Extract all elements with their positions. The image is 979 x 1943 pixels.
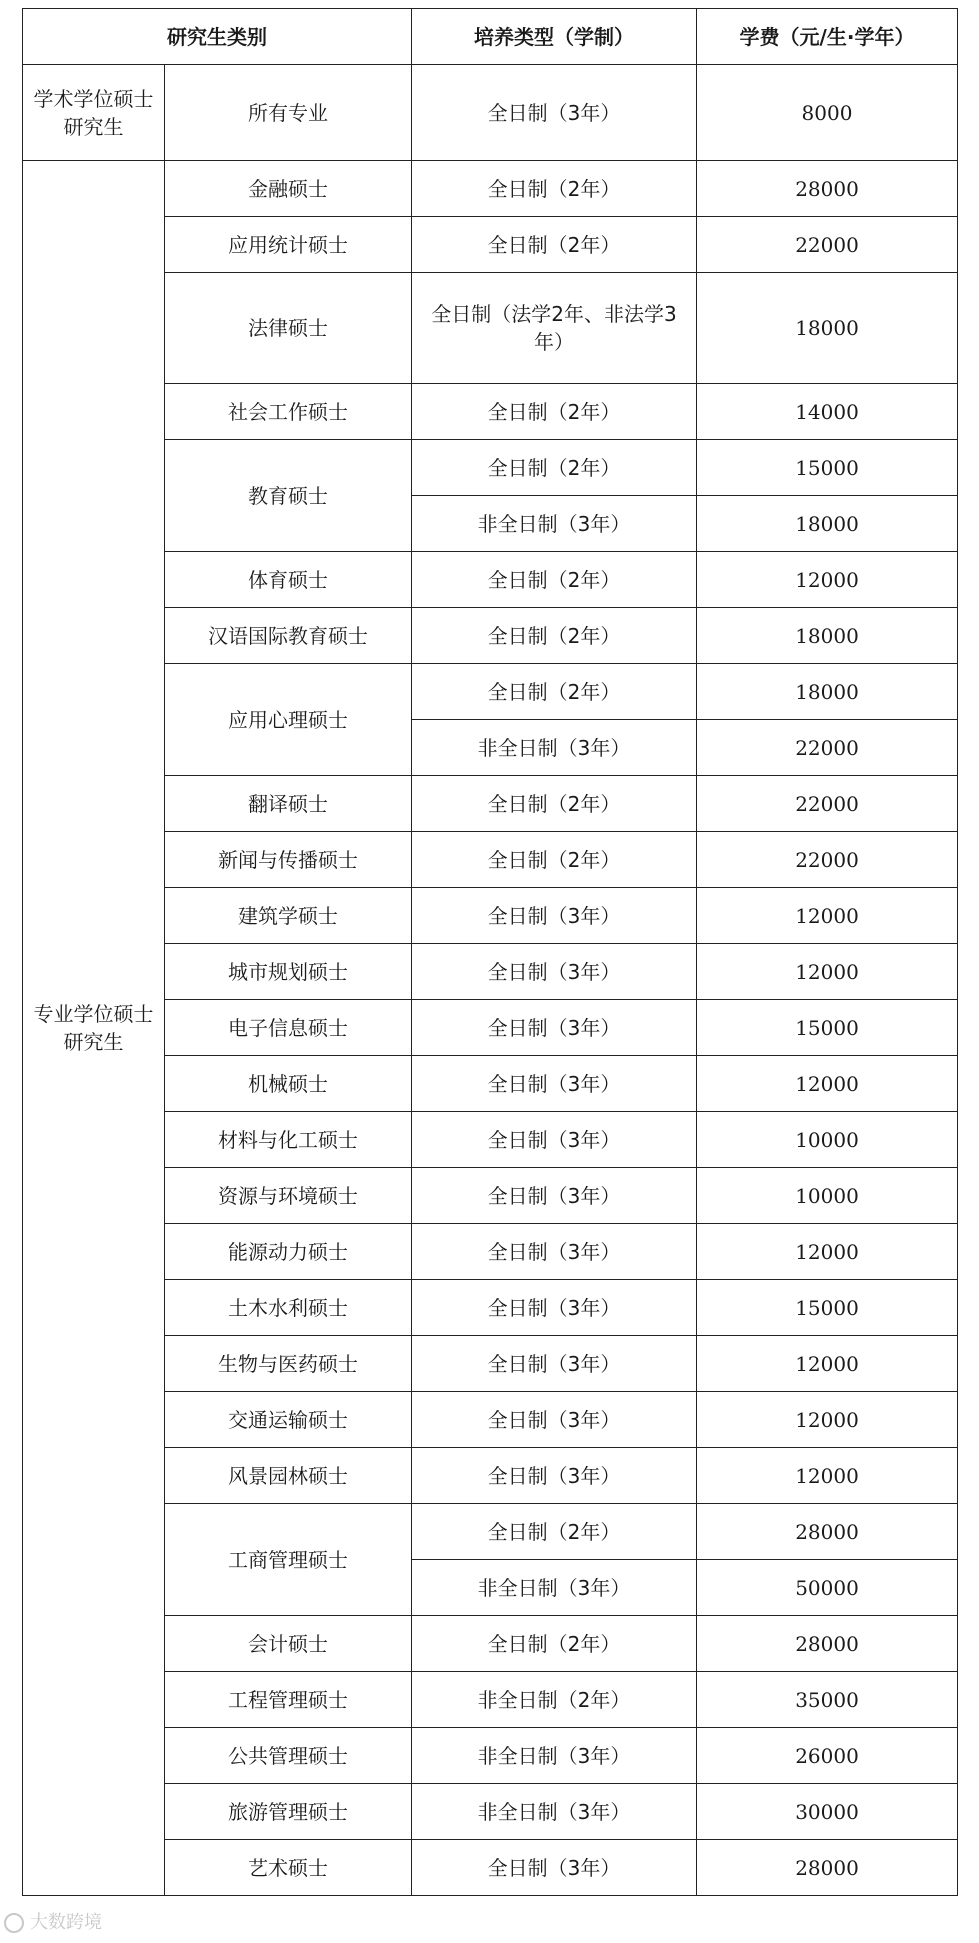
fee-cell: 12000 — [697, 1056, 958, 1112]
training-type-cell: 全日制（3年） — [412, 1840, 697, 1896]
training-type-cell: 非全日制（3年） — [412, 496, 697, 552]
major-cell: 城市规划硕士 — [165, 944, 412, 1000]
major-cell: 工商管理硕士 — [165, 1504, 412, 1616]
fee-cell: 28000 — [697, 161, 958, 217]
fee-cell: 22000 — [697, 217, 958, 273]
fee-cell: 12000 — [697, 1392, 958, 1448]
fee-cell: 12000 — [697, 1224, 958, 1280]
major-cell: 公共管理硕士 — [165, 1728, 412, 1784]
training-type-cell: 全日制（3年） — [412, 888, 697, 944]
fee-cell: 12000 — [697, 1336, 958, 1392]
table-row — [23, 65, 958, 161]
major-cell: 旅游管理硕士 — [165, 1784, 412, 1840]
training-type-cell: 全日制（3年） — [412, 1392, 697, 1448]
fee-cell: 28000 — [697, 1840, 958, 1896]
training-type-cell: 全日制（3年） — [412, 1168, 697, 1224]
watermark-logo-icon — [4, 1913, 24, 1933]
fee-cell: 22000 — [697, 832, 958, 888]
training-type-cell: 非全日制（3年） — [412, 720, 697, 776]
fee-cell: 18000 — [697, 273, 958, 384]
fee-cell: 22000 — [697, 776, 958, 832]
header-training-type: 培养类型（学制） — [412, 9, 697, 65]
training-type-cell: 全日制（3年） — [412, 1280, 697, 1336]
watermark — [4, 1908, 102, 1934]
major-cell: 应用心理硕士 — [165, 664, 412, 776]
training-type-cell: 全日制（2年） — [412, 608, 697, 664]
fee-cell: 15000 — [697, 1000, 958, 1056]
fee-cell: 14000 — [697, 384, 958, 440]
fee-cell: 15000 — [697, 440, 958, 496]
table-row — [23, 161, 958, 217]
fee-cell: 10000 — [697, 1112, 958, 1168]
fee-cell: 28000 — [697, 1616, 958, 1672]
major-cell: 资源与环境硕士 — [165, 1168, 412, 1224]
training-type-cell: 非全日制（2年） — [412, 1672, 697, 1728]
fee-cell: 18000 — [697, 608, 958, 664]
fee-cell: 28000 — [697, 1504, 958, 1560]
fee-cell: 26000 — [697, 1728, 958, 1784]
fee-cell: 18000 — [697, 664, 958, 720]
major-cell: 风景园林硕士 — [165, 1448, 412, 1504]
major-cell: 土木水利硕士 — [165, 1280, 412, 1336]
major-cell: 工程管理硕士 — [165, 1672, 412, 1728]
fee-cell: 15000 — [697, 1280, 958, 1336]
major-cell: 材料与化工硕士 — [165, 1112, 412, 1168]
training-type-cell: 全日制（3年） — [412, 65, 697, 161]
fee-cell: 12000 — [697, 888, 958, 944]
major-cell: 社会工作硕士 — [165, 384, 412, 440]
major-cell: 体育硕士 — [165, 552, 412, 608]
training-type-cell: 全日制（3年） — [412, 1056, 697, 1112]
training-type-cell: 非全日制（3年） — [412, 1784, 697, 1840]
category-academic: 学术学位硕士研究生 — [23, 65, 165, 161]
training-type-cell: 全日制（3年） — [412, 944, 697, 1000]
training-type-cell: 全日制（法学2年、非法学3年） — [412, 273, 697, 384]
training-type-cell: 全日制（3年） — [412, 1448, 697, 1504]
training-type-cell: 全日制（2年） — [412, 776, 697, 832]
major-cell: 所有专业 — [165, 65, 412, 161]
fee-cell: 10000 — [697, 1168, 958, 1224]
training-type-cell: 全日制（2年） — [412, 217, 697, 273]
major-cell: 艺术硕士 — [165, 1840, 412, 1896]
major-cell: 能源动力硕士 — [165, 1224, 412, 1280]
fee-cell: 35000 — [697, 1672, 958, 1728]
watermark-text: 大数跨境 — [30, 1912, 102, 1933]
training-type-cell: 非全日制（3年） — [412, 1728, 697, 1784]
major-cell: 应用统计硕士 — [165, 217, 412, 273]
major-cell: 建筑学硕士 — [165, 888, 412, 944]
major-cell: 翻译硕士 — [165, 776, 412, 832]
fee-cell: 22000 — [697, 720, 958, 776]
major-cell: 教育硕士 — [165, 440, 412, 552]
major-cell: 新闻与传播硕士 — [165, 832, 412, 888]
header-tuition-fee: 学费（元/生·学年） — [697, 9, 958, 65]
major-cell: 机械硕士 — [165, 1056, 412, 1112]
fee-cell: 12000 — [697, 944, 958, 1000]
training-type-cell: 全日制（3年） — [412, 1112, 697, 1168]
fee-cell: 30000 — [697, 1784, 958, 1840]
training-type-cell: 全日制（2年） — [412, 664, 697, 720]
training-type-cell: 全日制（3年） — [412, 1336, 697, 1392]
training-type-cell: 非全日制（3年） — [412, 1560, 697, 1616]
major-cell: 金融硕士 — [165, 161, 412, 217]
training-type-cell: 全日制（2年） — [412, 832, 697, 888]
training-type-cell: 全日制（2年） — [412, 552, 697, 608]
training-type-cell: 全日制（2年） — [412, 161, 697, 217]
major-cell: 生物与医药硕士 — [165, 1336, 412, 1392]
table-header-row — [23, 9, 958, 65]
major-cell: 交通运输硕士 — [165, 1392, 412, 1448]
training-type-cell: 全日制（3年） — [412, 1224, 697, 1280]
fee-cell: 12000 — [697, 1448, 958, 1504]
major-cell: 电子信息硕士 — [165, 1000, 412, 1056]
fee-cell: 18000 — [697, 496, 958, 552]
category-professional: 专业学位硕士研究生 — [23, 161, 165, 1896]
training-type-cell: 全日制（2年） — [412, 1504, 697, 1560]
header-category: 研究生类别 — [23, 9, 412, 65]
training-type-cell: 全日制（2年） — [412, 1616, 697, 1672]
tuition-fee-table — [22, 8, 958, 1896]
fee-cell: 50000 — [697, 1560, 958, 1616]
major-cell: 法律硕士 — [165, 273, 412, 384]
training-type-cell: 全日制（2年） — [412, 440, 697, 496]
fee-cell: 12000 — [697, 552, 958, 608]
major-cell: 汉语国际教育硕士 — [165, 608, 412, 664]
major-cell: 会计硕士 — [165, 1616, 412, 1672]
training-type-cell: 全日制（3年） — [412, 1000, 697, 1056]
fee-cell: 8000 — [697, 65, 958, 161]
training-type-cell: 全日制（2年） — [412, 384, 697, 440]
